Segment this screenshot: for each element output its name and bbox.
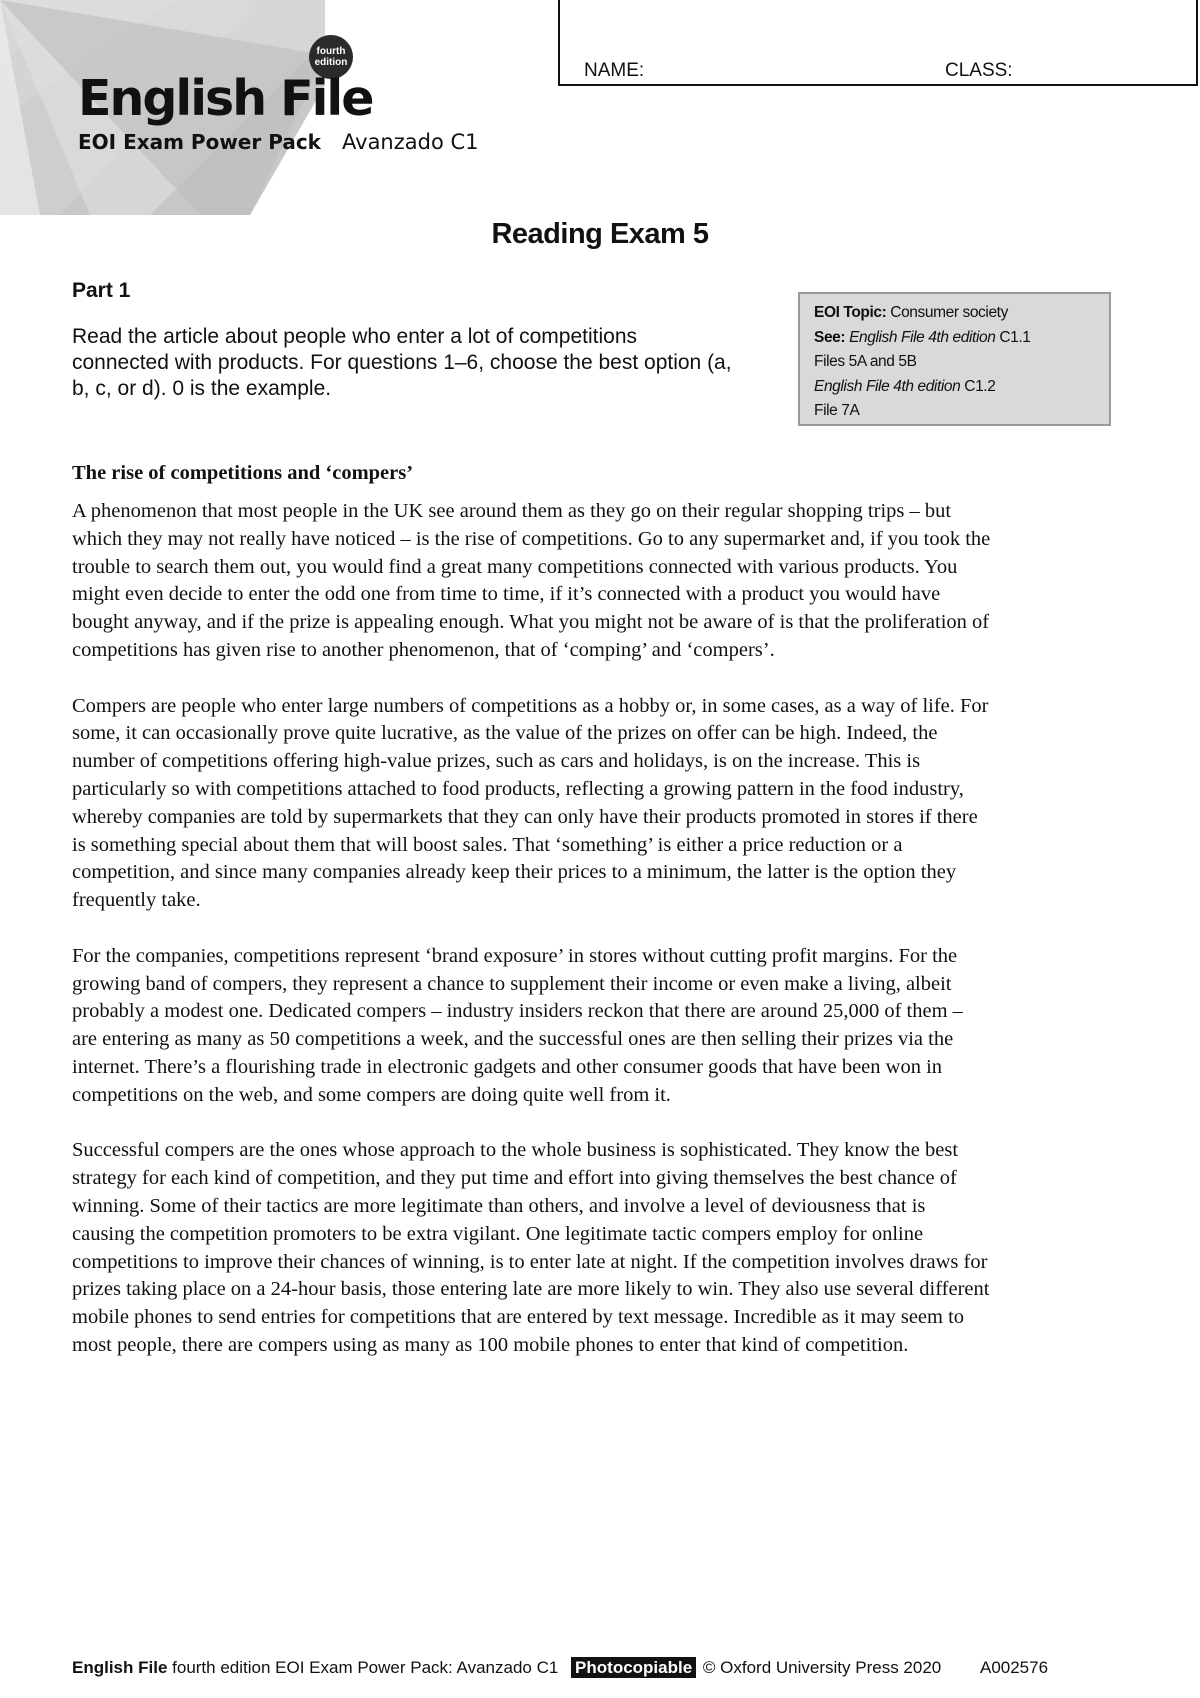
brand-subtitle: EOI Exam Power Pack bbox=[78, 130, 321, 154]
footer-brand: English File bbox=[72, 1658, 168, 1677]
name-label: NAME: bbox=[584, 60, 645, 81]
see-level-2: C1.2 bbox=[964, 377, 996, 395]
see-label: See: bbox=[814, 328, 846, 346]
see-book-1: English File 4th edition bbox=[849, 328, 996, 346]
see-level-1: C1.1 bbox=[999, 328, 1031, 346]
part-title: Part 1 bbox=[72, 279, 131, 302]
files-line-2: File 7A bbox=[814, 402, 860, 419]
footer-code: A002576 bbox=[979, 1658, 1049, 1677]
header-logo bbox=[0, 0, 500, 215]
edition-line-1: fourth bbox=[316, 46, 346, 57]
class-label: CLASS: bbox=[945, 60, 1013, 81]
article-paragraph: Successful compers are the ones whose approach to the whole business is sophisticated. They know the best strategy for each kind of competition, and they put time and effort into giving themselves the best chance of winning. Some of their tactics are more legitimate than others, and involve a level of deviousness that is causing the competition promoters to be extra vigilant. One legitimate tactic compers employ for online competitions to improve their chances of winning, is to enter late at night. If the competition involves draws for prizes taking place on a 24-hour basis, those entering late are more likely to win. They also use several different mobile phones to send entries for competitions that are entered by text message. Incredible as it may seem to most people, there are compers using as many as 100 mobile phones to enter that kind of competition. bbox=[72, 1139, 990, 1356]
brand-title: English File bbox=[78, 70, 373, 127]
files-line-1: Files 5A and 5B bbox=[814, 353, 917, 370]
name-class-box bbox=[558, 0, 1198, 86]
topic-label: EOI Topic: bbox=[814, 304, 887, 321]
see-book-2: English File 4th edition bbox=[814, 377, 961, 395]
see-line bbox=[814, 326, 1095, 351]
article-paragraph: Compers are people who enter large numbers of competitions as a hobby or, in some cases, as a way of life. For some, it can occasionally prove quite lucrative, as the value of the prizes on offer can be high. Indeed, the number of competitions offering high-value prizes, such as cars and holidays, is on the increase. This is particularly so with competitions attached to food products, reflecting a growing pattern in the food industry, whereby companies are told by supermarkets that they can only have their products promoted in stores if there is something special about them that will boost sales. That ‘something’ is either a price reduction or a competition, and since many companies already keep their prices to a minimum, the latter is the option they frequently take. bbox=[72, 694, 989, 912]
article-title: The rise of competitions and ‘compers’ bbox=[72, 462, 414, 484]
edition-line-2: edition bbox=[314, 57, 348, 68]
topic-value: Consumer society bbox=[890, 304, 1008, 321]
article-paragraph: A phenomenon that most people in the UK see around them as they go on their regular shopping trips – but which they may not really have noticed – is the rise of competitions. Go to any supermarket and, if you took the trouble to search them out, you would find a great many competitions connected with various products. You might even decide to enter the odd one from time to time, if it’s connected with a product you would have bought anyway, and if the prize is appealing enough. What you might not be aware of is that the proliferation of competitions has given rise to another phenomenon, that of ‘comping’ and ‘compers’. bbox=[72, 500, 991, 661]
exam-title: Reading Exam 5 bbox=[491, 218, 709, 250]
level-label: Avanzado C1 bbox=[342, 130, 479, 154]
photocopiable-badge: Photocopiable bbox=[571, 1657, 696, 1678]
footer-copyright: © Oxford University Press 2020 bbox=[702, 1658, 942, 1677]
article-paragraph: For the companies, competitions represent ‘brand exposure’ in stores without cutting profit margins. For the growing band of compers, they represent a chance to supplement their income or even make a living, albeit probably a modest one. Dedicated compers – industry insiders reckon that there are around 25,000 of them – are entering as many as 50 competitions a week, and the successful ones are then selling their prizes via the internet. There’s a flourishing trade in electronic gadgets and other consumer goods that have been won in competitions on the web, and some compers are doing quite well from it. bbox=[72, 944, 963, 1106]
article-body bbox=[72, 498, 992, 1388]
footer bbox=[72, 1658, 1048, 1678]
topic-box bbox=[798, 292, 1111, 426]
instructions: Read the article about people who enter a lot of competitions connected with products. For questions 1–6, choose the best option (a, b, c, or d). 0 is the example. bbox=[72, 325, 732, 400]
see-line-2 bbox=[814, 375, 1095, 400]
footer-text: fourth edition EOI Exam Power Pack: Avanzado C1 bbox=[172, 1658, 559, 1677]
topic-line bbox=[814, 301, 1095, 326]
